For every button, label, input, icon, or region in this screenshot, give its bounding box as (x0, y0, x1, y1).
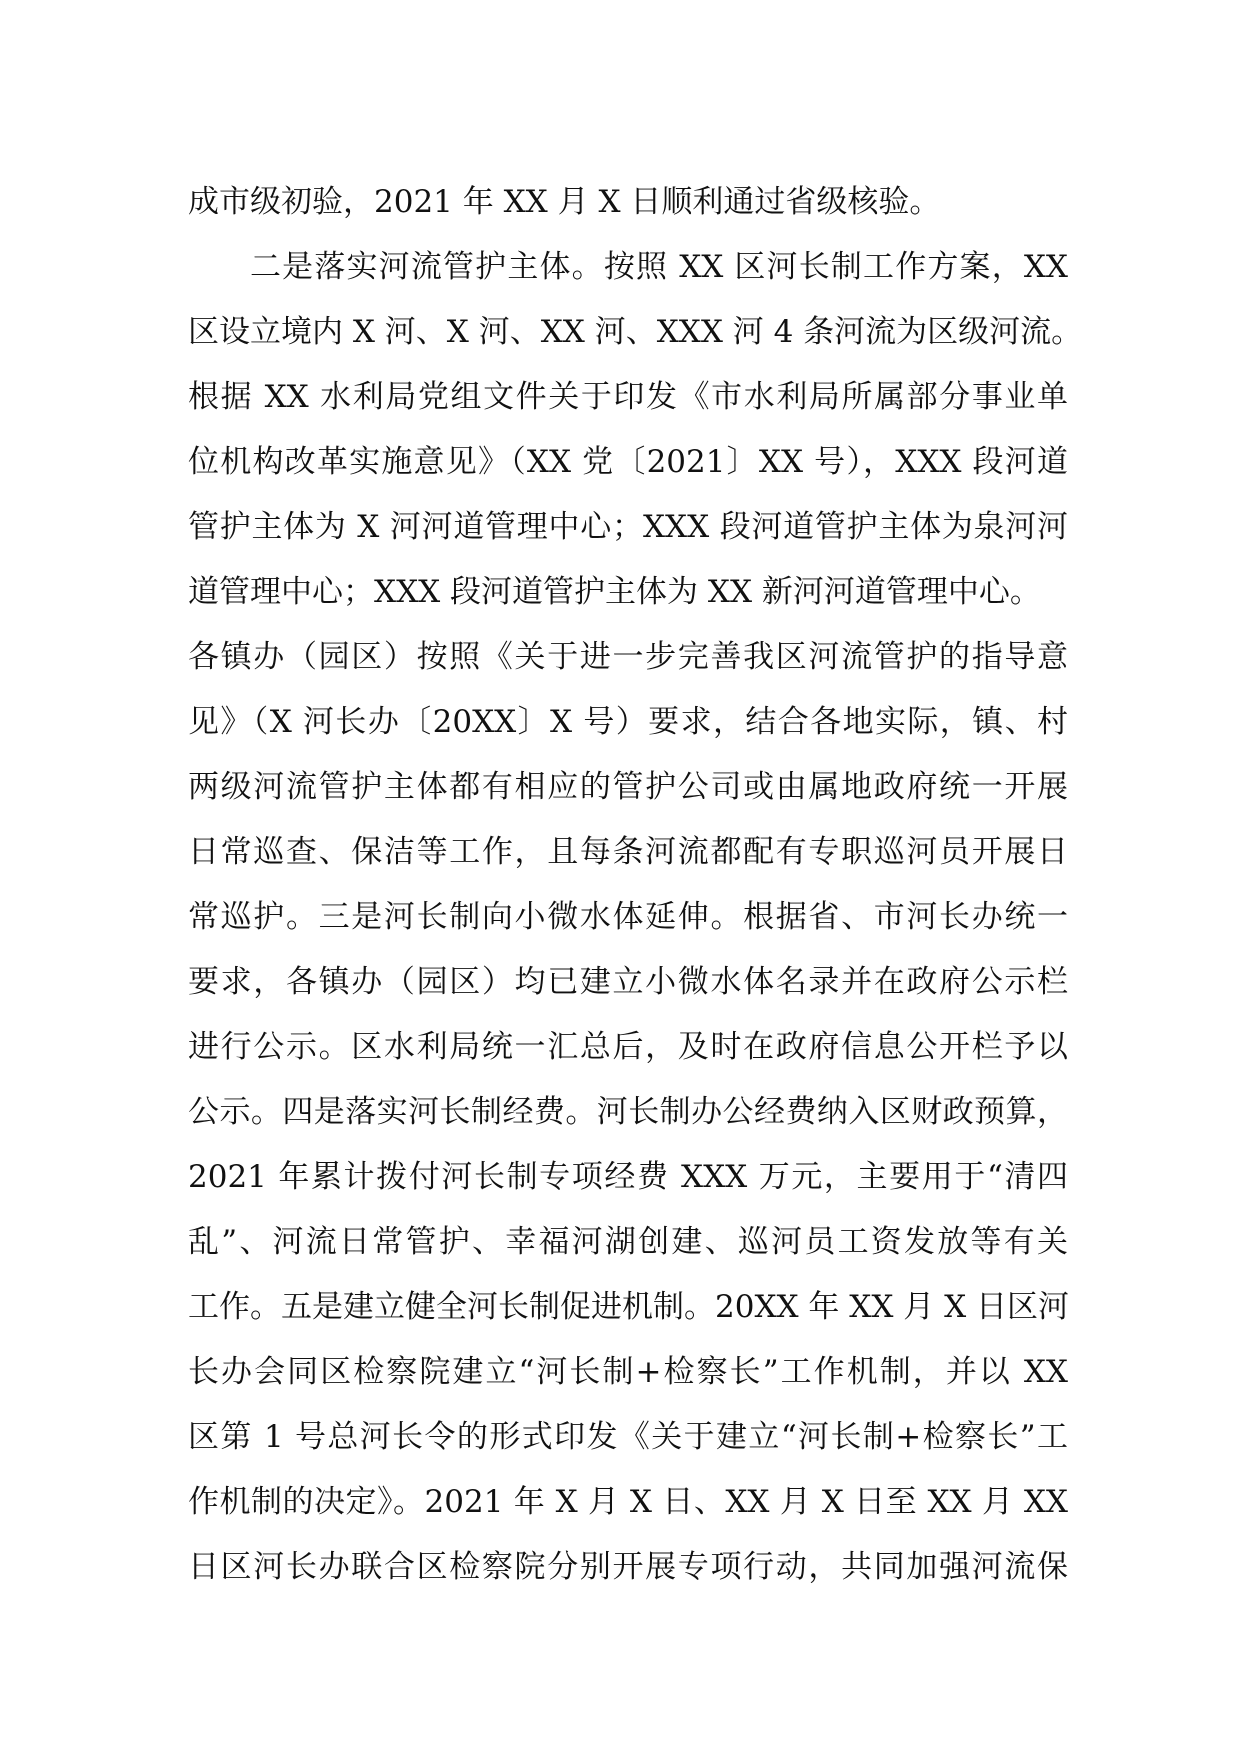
text-line: 2021 年累计拨付河长制专项经费 XXX 万元，主要用于“清四 (188, 1159, 1068, 1195)
text-line: 两级河流管护主体都有相应的管护公司或由属地政府统一开展 (188, 769, 1068, 805)
text-line: 见》（X 河长办〔20XX〕X 号）要求，结合各地实际，镇、村 (188, 704, 1068, 740)
text-line: 各镇办（园区）按照《关于进一步完善我区河流管护的指导意 (188, 639, 1068, 675)
text-line: 长办会同区检察院建立“河长制+检察长”工作机制，并以 XX (188, 1354, 1068, 1390)
text-line: 日区河长办联合区检察院分别开展专项行动，共同加强河流保 (188, 1549, 1068, 1585)
text-line: 成市级初验，2021 年 XX 月 X 日顺利通过省级核验。 (188, 184, 941, 220)
text-line: 二是落实河流管护主体。按照 XX 区河长制工作方案，XX (250, 249, 1068, 285)
text-line: 区设立境内 X 河、X 河、XX 河、XXX 河 4 条河流为区级河流。 (188, 314, 1083, 350)
text-line: 常巡护。三是河长制向小微水体延伸。根据省、市河长办统一 (188, 899, 1068, 935)
text-line: 公示。四是落实河长制经费。河长制办公经费纳入区财政预算， (188, 1094, 1068, 1130)
text-line: 乱”、河流日常管护、幸福河湖创建、巡河员工资发放等有关 (188, 1224, 1068, 1260)
body-text (188, 170, 1083, 1600)
text-line: 进行公示。区水利局统一汇总后，及时在政府信息公开栏予以 (188, 1029, 1068, 1065)
text-line: 要求，各镇办（园区）均已建立小微水体名录并在政府公示栏 (188, 964, 1068, 1000)
text-line: 管护主体为 X 河河道管理中心；XXX 段河道管护主体为泉河河 (188, 509, 1068, 545)
text-line: 作机制的决定》。2021 年 X 月 X 日、XX 月 X 日至 XX 月 XX (188, 1484, 1068, 1520)
text-line: 道管理中心；XXX 段河道管护主体为 XX 新河河道管理中心。 (188, 574, 1041, 610)
text-line: 日常巡查、保洁等工作，且每条河流都配有专职巡河员开展日 (188, 834, 1068, 870)
text-line: 根据 XX 水利局党组文件关于印发《市水利局所属部分事业单 (188, 379, 1068, 415)
text-line: 区第 1 号总河长令的形式印发《关于建立“河长制+检察长”工 (188, 1419, 1068, 1455)
text-line: 工作。五是建立健全河长制促进机制。20XX 年 XX 月 X 日区河 (188, 1289, 1070, 1325)
text-line: 位机构改革实施意见》（XX 党〔2021〕XX 号），XXX 段河道 (188, 444, 1068, 480)
